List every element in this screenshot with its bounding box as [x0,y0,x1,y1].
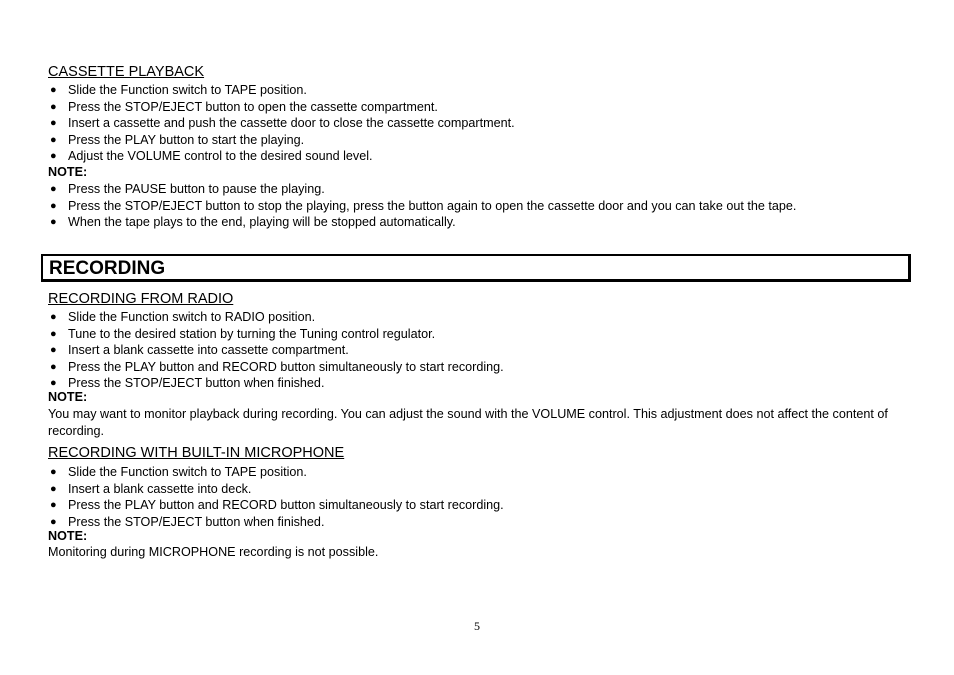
bullet-icon: ● [50,327,57,340]
bullet-icon: ● [50,360,57,373]
recording-radio-heading: RECORDING FROM RADIO [48,291,234,307]
recording-section-title: RECORDING [49,258,166,279]
bullet-icon: ● [50,499,57,512]
bullet-icon: ● [50,199,57,212]
microphone-steps-list [48,464,908,530]
list-item [48,375,908,392]
list-item [48,497,908,514]
list-item-text: Slide the Function switch to RADIO position. [68,310,316,324]
list-item [48,132,908,149]
bullet-icon: ● [50,482,57,495]
list-item [48,99,908,116]
microphone-note-text: Monitoring during MICROPHONE recording is not possible. [48,545,379,559]
bullet-icon: ● [50,216,57,229]
cassette-note-list [48,181,908,231]
list-item [48,481,908,498]
bullet-icon: ● [50,183,57,195]
bullet-icon: ● [50,311,57,323]
list-item [48,514,908,531]
list-item-text: Insert a blank cassette into cassette compartment. [68,343,349,358]
list-item-text: Press the STOP/EJECT button when finished. [68,376,325,391]
list-item [48,359,908,376]
list-item [48,115,908,132]
recording-microphone-heading: RECORDING WITH BUILT-IN MICROPHONE [48,445,345,461]
cassette-steps-list [48,82,908,165]
bullet-icon: ● [50,117,57,130]
bullet-icon: ● [50,100,57,113]
list-item [48,464,908,481]
list-item [48,326,908,343]
list-item [48,198,908,215]
list-item-text: Slide the Function switch to TAPE position. [68,83,307,97]
list-item-text: Press the STOP/EJECT button to open the cassette compartment. [68,99,438,114]
list-item-text: Press the STOP/EJECT button when finished. [68,514,325,529]
cassette-playback-heading: CASSETTE PLAYBACK [48,64,205,80]
bullet-icon: ● [50,84,57,96]
list-item-text: Insert a blank cassette into deck. [68,481,252,496]
bullet-icon: ● [50,515,57,528]
radio-note-text: You may want to monitor playback during recording. You can adjust the sound with the VOLUME control. This adjustment does not affect the content of recording. [48,407,888,438]
bullet-icon: ● [50,133,57,146]
list-item [48,148,908,165]
list-item-text: Press the PAUSE button to pause the playing. [68,182,325,196]
list-item-text: Tune to the desired station by turning the Tuning control regulator. [68,326,436,341]
bullet-icon: ● [50,344,57,357]
list-item-text: Adjust the VOLUME control to the desired sound level. [68,149,373,164]
list-item [48,342,908,359]
bullet-icon: ● [50,377,57,390]
list-item [48,82,908,99]
bullet-icon: ● [50,150,57,163]
list-item-text: Press the PLAY button to start the playing. [68,132,305,147]
list-item-text: Insert a cassette and push the cassette door to close the cassette compartment. [68,116,515,131]
list-item-text: Press the PLAY button and RECORD button simultaneously to start recording. [68,359,504,374]
list-item [48,214,908,231]
page-number: 5 [474,619,480,633]
microphone-note-label: NOTE: [48,529,88,543]
list-item [48,309,908,326]
recording-section-header [41,254,911,282]
radio-note-label: NOTE: [48,390,88,404]
list-item-text: When the tape plays to the end, playing will be stopped automatically. [68,215,456,230]
list-item [48,181,908,198]
list-item-text: Press the PLAY button and RECORD button simultaneously to start recording. [68,498,504,513]
cassette-note-label: NOTE: [48,165,88,179]
bullet-icon: ● [50,466,57,478]
list-item-text: Press the STOP/EJECT button to stop the playing, press the button again to open the cassette door and you can take out the tape. [68,198,797,213]
radio-steps-list [48,309,908,392]
list-item-text: Slide the Function switch to TAPE position. [68,465,307,479]
